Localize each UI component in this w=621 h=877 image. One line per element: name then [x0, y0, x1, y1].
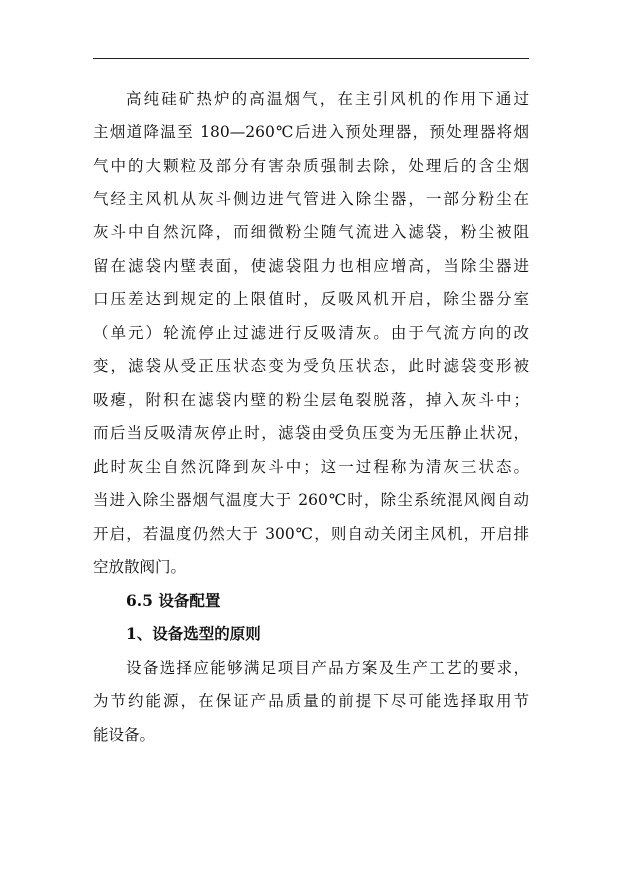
section-heading: 6.5 设备配置 [126, 591, 221, 610]
paragraph-line: 设备选择应能够满足项目产品方案及生产工艺的要求， [126, 659, 529, 677]
paragraph-line: 高纯硅矿热炉的高温烟气，在主引风机的作用下通过 [126, 90, 529, 108]
paragraph-line: 灰斗中自然沉降，而细微粉尘随气流进入滤袋，粉尘被阻 [93, 223, 529, 241]
paragraph-line: 吸瘪，附积在滤袋内壁的粉尘层龟裂脱落，掉入灰斗中； [93, 391, 529, 409]
paragraph-line: 气中的大颗粒及部分有害杂质强制去除，处理后的含尘烟 [93, 157, 529, 175]
paragraph-line: 空放散阀门。 [93, 558, 187, 576]
paragraph-line: 留在滤袋内壁表面，使滤袋阻力也相应增高，当除尘器进 [93, 257, 529, 275]
paragraph-line: 能设备。 [93, 726, 156, 744]
paragraph-line: 此时灰尘自然沉降到灰斗中；这一过程称为清灰三状态。 [93, 458, 529, 476]
subsection-heading: 1、设备选型的原则 [126, 624, 261, 643]
paragraph-line: （单元）轮流停止过滤进行反吸清灰。由于气流方向的改 [93, 324, 529, 342]
paragraph-line: 口压差达到规定的上限值时，反吸风机开启，除尘器分室 [93, 290, 529, 308]
paragraph-line: 而后当反吸清灰停止时，滤袋由受负压变为无压静止状况， [93, 424, 529, 442]
header-rule [93, 58, 529, 59]
paragraph-line: 当进入除尘器烟气温度大于 260℃时，除尘系统混风阀自动 [93, 491, 529, 509]
paragraph-line: 开启，若温度仍然大于 300℃，则自动关闭主风机，开启排 [93, 525, 529, 543]
paragraph-line: 主烟道降温至 180—260℃后进入预处理器，预处理器将烟 [93, 123, 529, 141]
paragraph-line: 气经主风机从灰斗侧边进气管进入除尘器，一部分粉尘在 [93, 190, 529, 208]
paragraph-line: 为节约能源，在保证产品质量的前提下尽可能选择取用节 [93, 692, 529, 710]
paragraph-line: 变，滤袋从受正压状态变为受负压状态，此时滤袋变形被 [93, 357, 529, 375]
